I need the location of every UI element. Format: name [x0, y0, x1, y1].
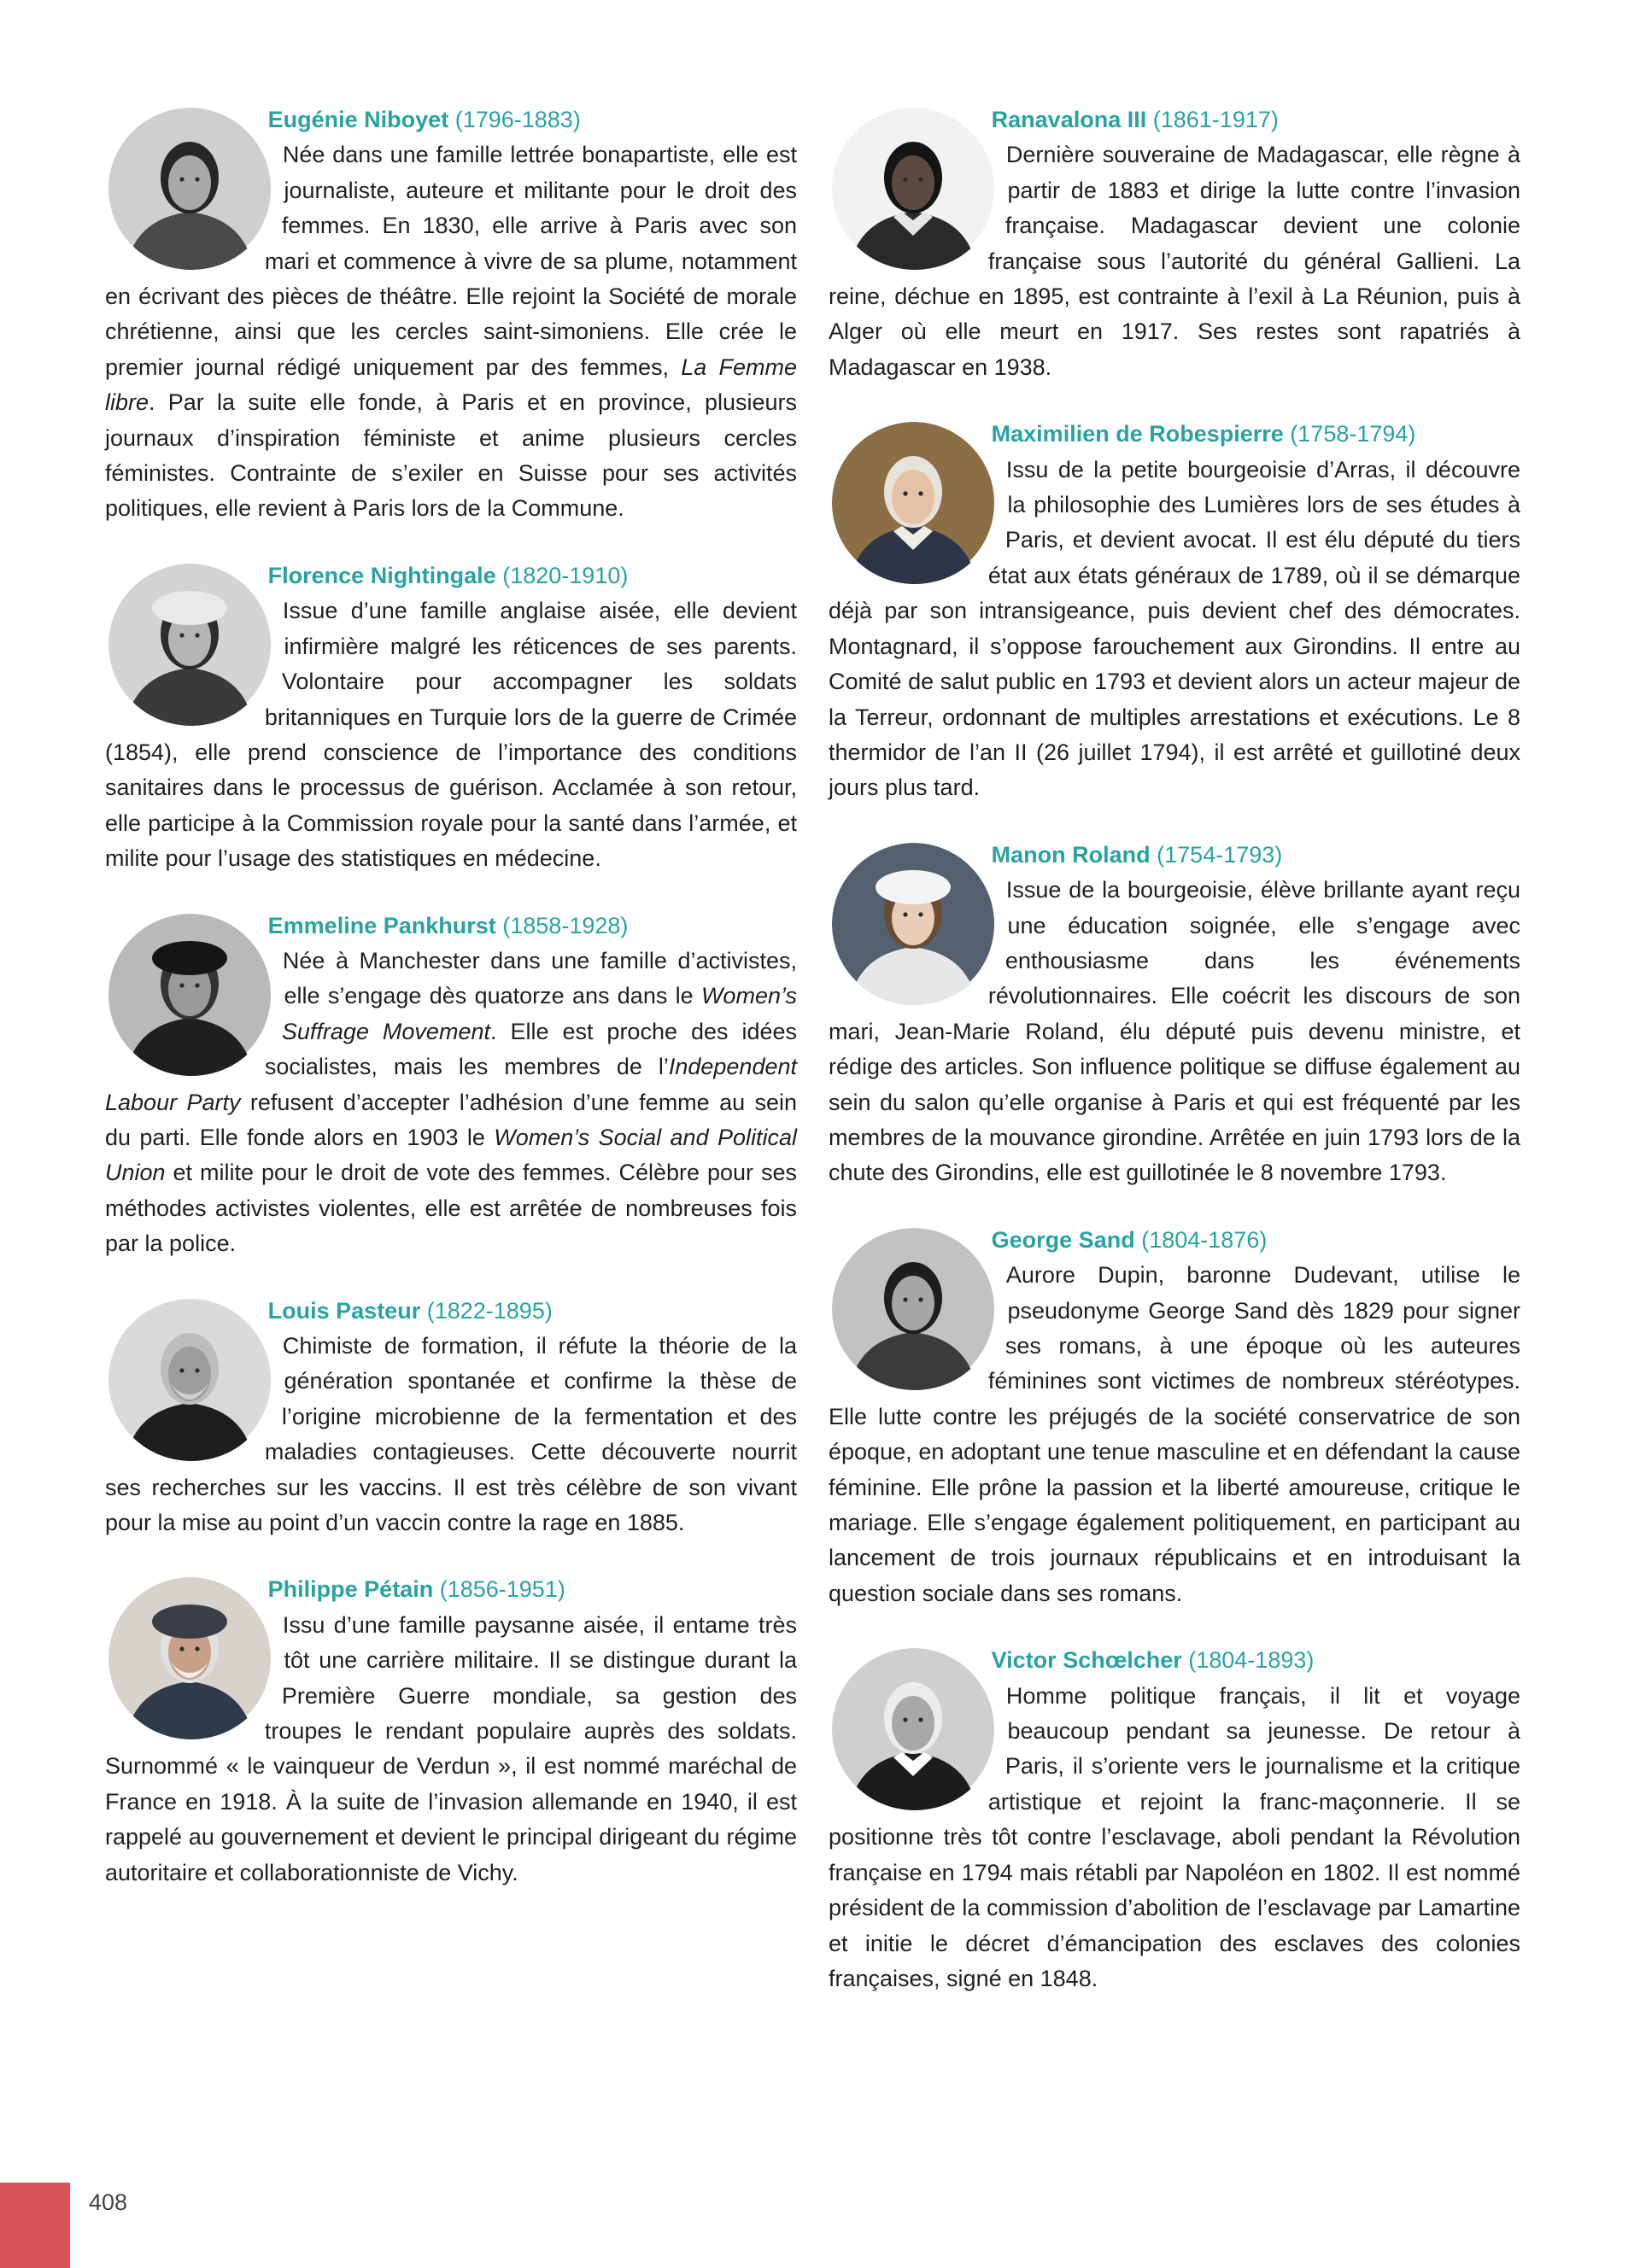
bio-text-segment: Issue d’une famille anglaise aisée, elle devient infirmière malgré les réticences de ses parents. Volontaire pour accompagner les soldats britanniques en Turquie lors de la guerre de Crimée (1854), elle prend conscience de l’importance des conditions sanitaires dans le processus de guérison. Acclamée à son retour, elle participe à la Commission royale pour la santé dans l’armée, et milite pour l’usage des statistiques en médecine. [105, 598, 797, 872]
portrait-woman-fur-coat [108, 108, 274, 270]
bio-name: Louis Pasteur [267, 1297, 421, 1324]
portrait-woman-white-bonnet [832, 843, 998, 1005]
portrait-woman-lace-bonnet [108, 564, 274, 726]
right-column [829, 102, 1520, 2028]
bio-name: Philippe Pétain [267, 1576, 434, 1603]
bio-name: Emmeline Pankhurst [267, 912, 496, 938]
bio-text-segment: Dernière souveraine de Madagascar, elle règne à partir de 1883 et dirige la lutte contre l’invasion française. Madagascar devient une colonie française sous l’autorité du général Gallieni. La reine, déchue en 1895, est contrainte à l’exil à La Réunion, puis à Alger où elle meurt en 1917. Ses restes sont rapatriés à Madagascar en 1938. [829, 142, 1520, 380]
bio-roland [829, 838, 1520, 1191]
bio-name: George Sand [991, 1226, 1135, 1253]
bio-dates: (1804-1893) [1188, 1647, 1315, 1674]
page-marker [0, 2183, 70, 2268]
portrait-woman-lace-collar [832, 108, 998, 270]
bio-name: Eugénie Niboyet [267, 107, 449, 132]
page-number: 408 [89, 2189, 128, 2215]
bio-text-segment: Chimiste de formation, il réfute la théorie de la génération spontanée et confirme la thèse de l’origine microbienne de la fermentation et des maladies contagieuses. Cette découverte nourrit ses recherches sur les vaccins. Il est très célèbre de son vivant pour la mise au point d’un vaccin contre la rage en 1885. [105, 1333, 797, 1536]
bio-petain [105, 1572, 797, 1891]
portrait-woman-speaking-hat [108, 914, 274, 1076]
bio-text-segment: et milite pour le droit de vote des femmes. Célèbre pour ses méthodes activistes violentes, elle est arrêtée de nombreuses fois par la police. [105, 1160, 797, 1257]
bio-text-italic: Independent Labour Party [105, 1054, 797, 1115]
bio-text-segment: . Elle est proche des idées socialistes, mais les membres de l’ [264, 1018, 797, 1080]
bio-text-segment: . Par la suite elle fonde, à Paris et en province, plusieurs journaux d’inspiration féministe et anime plusieurs cercles féministes. Contrainte de s’exiler en Suisse pour ses activités politiques, elle revient à Paris lors de la Commune. [105, 389, 797, 522]
portrait-man-beard [108, 1299, 274, 1461]
bio-name: Florence Nightingale [267, 562, 496, 588]
bio-text-segment: Issu de la petite bourgeoisie d’Arras, il découvre la philosophie des Lumières lors de ses études à Paris, et devient avocat. Il est élu député du tiers état aux états généraux de 1789, où il se démarque déjà par son intransigeance, puis devient chef des démocrates. Montagnard, il s’oppose farouchement aux Girondins. Il entre au Comité de salut public en 1793 et devient alors un acteur majeur de la Terreur, ordonnant de multiples arrestations et exécutions. Le 8 thermidor de l’an II (26 juillet 1794), il est arrêté et guillotiné deux jours plus tard. [829, 456, 1520, 801]
bio-dates: (1861-1917) [1152, 107, 1279, 132]
bio-dates: (1856-1951) [439, 1576, 565, 1603]
bio-name: Ranavalona III [991, 107, 1147, 132]
bio-text-segment: Homme politique français, il lit et voyage beaucoup pendant sa jeunesse. De retour à Paris, il s’oriente vers le journalisme et la critique artistique et rejoint la franc-maçonnerie. Il se positionne très tôt contre l’esclavage, aboli pendant la Révolution française en 1794 mais rétabli par Napoléon en 1802. Il est nommé président de la commission d’abolition de l’esclavage par Lamartine et initie le décret d’émancipation des esclaves des colonies françaises, signé en 1848. [829, 1682, 1520, 1991]
bio-text-segment: Issue de la bourgeoisie, élève brillante ayant reçu une éducation soignée, elle s’engage avec enthousiasme dans les événements révolutionnaires. Elle coécrit les discours de son mari, Jean-Marie Roland, élu député puis devenu ministre, et rédige des articles. Son influence politique se diffuse également au sein du salon qu’elle organise à Paris et qui est fréquenté par les membres de la mouvance girondine. Arrêtée en juin 1793 lors de la chute des Girondins, elle est guillotinée le 8 novembre 1793. [829, 877, 1520, 1186]
bio-name: Manon Roland [991, 841, 1151, 868]
bio-name: Maximilien de Robespierre [991, 421, 1284, 447]
bio-robespierre [829, 417, 1520, 805]
portrait-man-white-hair [832, 1648, 998, 1810]
page-footer [0, 2183, 1640, 2268]
bio-text-segment: Née dans une famille lettrée bonapartiste, elle est journaliste, auteure et militante pour le droit des femmes. En 1830, elle arrive à Paris avec son mari et commence à vivre de sa plume, notamment en écrivant des pièces de théâtre. Elle rejoint la Société de morale chrétienne, ainsi que les cercles saint-simoniens. Elle crée le premier journal rédigé uniquement par des femmes, [105, 142, 797, 380]
portrait-woman-dark-hair [832, 1228, 998, 1390]
bio-nightingale [105, 558, 797, 877]
bio-dates: (1758-1794) [1290, 421, 1416, 447]
bio-text-segment: Aurore Dupin, baronne Dudevant, utilise le pseudonyme George Sand dès 1829 pour signer ses romans, à une époque où les auteures féminines sont victimes de nombreux stéréotypes. Elle lutte contre les préjugés de la société conservatrice de son époque, en adoptant une tenue masculine et en défendant la cause féminine. Elle prône la passion et la liberté amoureuse, critique le mariage. Elle s’engage également politiquement, en participant au lancement de trois journaux républicains et en introduisant la question sociale dans ses romans. [829, 1262, 1520, 1606]
bio-sand [829, 1223, 1520, 1611]
bio-text-segment: refusent d’accepter l’adhésion d’une femme au sein du parti. Elle fonde alors en 1903 le [105, 1089, 798, 1150]
bio-pankhurst [105, 909, 797, 1262]
bio-pasteur [105, 1294, 797, 1541]
bio-niboyet [105, 102, 797, 527]
bio-name: Victor Schœlcher [991, 1647, 1182, 1674]
bio-text-segment: Née à Manchester dans une famille d’activistes, elle s’engage dès quatorze ans dans le [282, 947, 797, 1009]
bio-text-italic: Women’s Social and Political Union [105, 1124, 797, 1186]
bio-dates: (1820-1910) [502, 562, 629, 588]
bio-text-segment: Issu d’une famille paysanne aisée, il entame très tôt une carrière militaire. Il se distingue durant la Première Guerre mondiale, sa gestion des troupes le rendant populaire auprès des soldats. Surnommé « le vainqueur de Verdun », il est nommé maréchal de France en 1918. À la suite de l’invasion allemande en 1940, il est rappelé au gouvernement et devient le principal dirigeant du régime autoritaire et collaborationniste de Vichy. [105, 1611, 797, 1885]
bio-dates: (1822-1895) [426, 1297, 553, 1324]
bio-dates: (1858-1928) [502, 912, 629, 938]
bio-dates: (1754-1793) [1157, 841, 1283, 868]
bio-dates: (1796-1883) [454, 107, 581, 132]
portrait-man-military-cap [108, 1577, 274, 1739]
left-column [105, 102, 797, 1922]
bio-ranavalona [829, 102, 1520, 385]
bio-text-italic: La Femme libre [105, 354, 797, 416]
bio-text-italic: Women’s Suffrage Movement [281, 983, 797, 1044]
bio-schoelcher [829, 1643, 1520, 1996]
portrait-man-powdered-wig [832, 422, 998, 584]
bio-dates: (1804-1876) [1141, 1226, 1268, 1253]
